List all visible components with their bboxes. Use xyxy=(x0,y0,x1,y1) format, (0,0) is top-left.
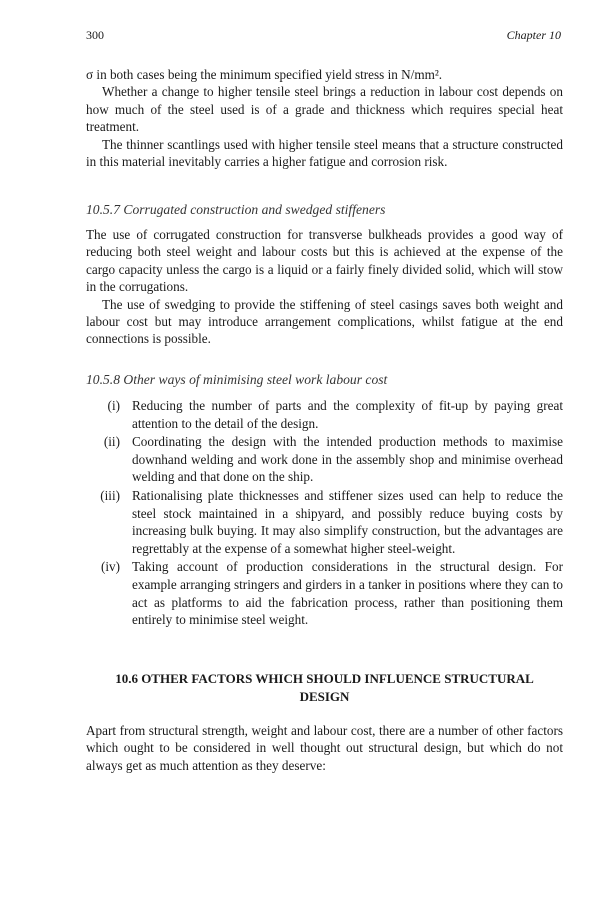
list-item-number: (iv) xyxy=(100,559,120,575)
list-item-number: (iii) xyxy=(100,487,120,503)
section-10-5-7-title: 10.5.7 Corrugated construction and swedged stiffeners xyxy=(86,202,386,217)
list-item-number: (ii) xyxy=(103,434,120,450)
list-item-text: Rationalising plate thicknesses and stiffener sizes used can help to reduce the steel stock maintained in a shipyard, and possibly reduce buying costs by increasing bulk buying. It may also simplify construction, but the advantages are regrettably at the expense of a somewhat higher steel-weight. xyxy=(132,487,563,556)
chapter-running-head: Chapter 10 xyxy=(506,28,561,42)
page-number: 300 xyxy=(86,28,104,42)
section-10-5-7-paragraph-1: The use of corrugated construction for transverse bulkheads provides a good way of reducing both steel weight and labour costs but this is achieved at the expense of the cargo capacity unless the cargo is a liquid or a fairly finely divided solid, which will stow in the corrugations. xyxy=(86,227,563,295)
list-item xyxy=(86,397,563,432)
intro-paragraph-2: The thinner scantlings used with higher tensile steel means that a structure constructed in this material inevitably carries a higher fatigue and corrosion risk. xyxy=(86,136,563,170)
section-10-5-7-paragraph-2: The use of swedging to provide the stiffening of steel casings saves both weight and labour cost but may introduce arrangement complications, whilst fatigue at the end connections is possible. xyxy=(86,296,563,347)
list-item-text: Taking account of production considerations in the structural design. For example arranging stringers and girders in a tanker in positions where they can to act as platforms to aid the fabrication process, rather than positioning them entirely to minimise steel weight. xyxy=(132,559,563,628)
section-10-5-7-text xyxy=(86,226,563,348)
intro-text xyxy=(86,66,563,170)
section-10-6-heading-line-2: DESIGN xyxy=(299,689,350,704)
list-item-text: Reducing the number of parts and the complexity of fit-up by paying great attention to the detail of the design. xyxy=(132,398,563,431)
list-item xyxy=(86,433,563,486)
section-10-6-paragraph: Apart from structural strength, weight and labour cost, there are a number of other factors which ought to be considered in well thought out structural design, but which do not always get as much attention as they deserve: xyxy=(86,723,563,773)
intro-paragraph-1: Whether a change to higher tensile steel brings a reduction in labour cost depends on how much of the steel used is of a grade and thickness which requires special heat treatment. xyxy=(86,84,563,135)
list-item xyxy=(86,558,563,628)
section-10-5-8-list xyxy=(86,397,563,630)
list-item xyxy=(86,487,563,557)
list-item-text: Coordinating the design with the intended production methods to maximise downhand welding and work done in the assembly shop and minimise overhead welding and that done on the ship. xyxy=(132,434,563,485)
section-10-5-8-title: 10.5.8 Other ways of minimising steel work labour cost xyxy=(86,372,388,387)
sigma-line: σ in both cases being the minimum specified yield stress in N/mm². xyxy=(86,67,443,82)
list-item-number: (i) xyxy=(107,398,120,413)
section-10-6-text xyxy=(86,722,563,774)
section-10-6-heading xyxy=(86,670,563,706)
section-10-6-heading-line-1: 10.6 OTHER FACTORS WHICH SHOULD INFLUENCE STRUCTURAL xyxy=(115,671,534,686)
